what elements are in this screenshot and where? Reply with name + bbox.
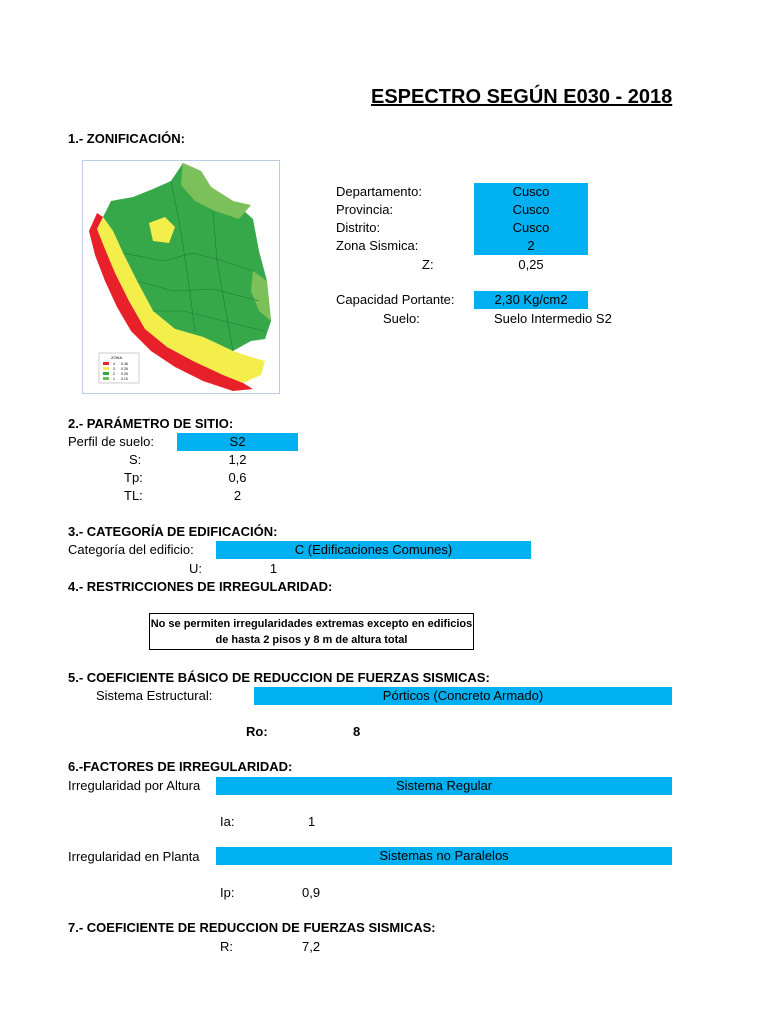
section-5-heading: 5.- COEFICIENTE BÁSICO DE REDUCCION DE FUERZAS SISMICAS: bbox=[68, 670, 490, 685]
distrito-field[interactable]: Cusco bbox=[474, 219, 588, 237]
irregularidad-altura-field[interactable]: Sistema Regular bbox=[216, 777, 672, 795]
departamento-field[interactable]: Cusco bbox=[474, 183, 588, 201]
provincia-label: Provincia: bbox=[336, 202, 394, 217]
tl-label: TL: bbox=[124, 488, 143, 503]
tp-value: 0,6 bbox=[228, 470, 247, 485]
map-legend-title: ZONA bbox=[111, 355, 123, 360]
z-value: 0,25 bbox=[518, 257, 544, 272]
tp-label: Tp: bbox=[124, 470, 143, 485]
legend-z-3: 0.35 bbox=[121, 367, 128, 371]
legend-z-4: 0.45 bbox=[121, 362, 128, 366]
irregularidad-altura-label: Irregularidad por Altura bbox=[68, 778, 201, 793]
categoria-field[interactable]: C (Edificaciones Comunes) bbox=[216, 541, 531, 559]
tl-value: 2 bbox=[233, 488, 242, 503]
irregularidad-planta-field[interactable]: Sistemas no Paralelos bbox=[216, 847, 672, 865]
zona-sismica-label: Zona Sismica: bbox=[336, 238, 419, 253]
peru-seismic-zone-map bbox=[82, 160, 280, 394]
section-3-heading: 3.- CATEGORÍA DE EDIFICACIÓN: bbox=[68, 524, 278, 539]
capacidad-portante-label: Capacidad Portante: bbox=[336, 292, 455, 307]
s-label: S: bbox=[129, 452, 142, 467]
z-label: Z: bbox=[422, 257, 434, 272]
legend-zone-2: 2 bbox=[113, 372, 115, 376]
distrito-label: Distrito: bbox=[336, 220, 381, 235]
legend-swatch-zone-4 bbox=[103, 362, 109, 365]
r-label: R: bbox=[220, 939, 233, 954]
irregularity-restriction-note: No se permiten irregularidades extremas excepto en edificios de hasta 2 pisos y 8 m de altura total bbox=[149, 613, 474, 650]
peru-map-image bbox=[83, 161, 279, 393]
legend-z-2: 0.25 bbox=[121, 372, 128, 376]
legend-swatch-zone-3 bbox=[103, 367, 109, 370]
u-label: U: bbox=[189, 561, 202, 576]
legend-zone-4: 4 bbox=[113, 362, 115, 366]
sistema-estructural-label: Sistema Estructural: bbox=[96, 688, 213, 703]
section-1-heading: 1.- ZONIFICACIÓN: bbox=[68, 131, 185, 146]
section-7-heading: 7.- COEFICIENTE DE REDUCCION DE FUERZAS SISMICAS: bbox=[68, 920, 436, 935]
categoria-label: Categoría del edificio: bbox=[68, 542, 194, 557]
departamento-label: Departamento: bbox=[336, 184, 422, 199]
suelo-label: Suelo: bbox=[383, 311, 420, 326]
ip-value: 0,9 bbox=[302, 885, 321, 900]
suelo-value: Suelo Intermedio S2 bbox=[494, 311, 612, 326]
ro-value: 8 bbox=[353, 724, 361, 739]
map-legend bbox=[99, 353, 139, 383]
legend-zone-1: 1 bbox=[113, 377, 115, 381]
perfil-suelo-label: Perfil de suelo: bbox=[68, 434, 154, 449]
provincia-field[interactable]: Cusco bbox=[474, 201, 588, 219]
legend-swatch-zone-1 bbox=[103, 377, 109, 380]
section-4-heading: 4.- RESTRICCIONES DE IRREGULARIDAD: bbox=[68, 579, 333, 594]
s-value: 1,2 bbox=[228, 452, 247, 467]
sistema-estructural-field[interactable]: Pórticos (Concreto Armado) bbox=[254, 687, 672, 705]
r-value: 7,2 bbox=[302, 939, 321, 954]
legend-zone-3: 3 bbox=[113, 367, 115, 371]
section-6-heading: 6.-FACTORES DE IRREGULARIDAD: bbox=[68, 759, 293, 774]
perfil-suelo-field[interactable]: S2 bbox=[177, 433, 298, 451]
u-value: 1 bbox=[269, 561, 278, 576]
ro-label: Ro: bbox=[246, 724, 268, 739]
zona-sismica-field[interactable]: 2 bbox=[474, 237, 588, 255]
ia-value: 1 bbox=[308, 814, 316, 829]
irregularidad-planta-label: Irregularidad en Planta bbox=[68, 849, 200, 864]
capacidad-portante-field[interactable]: 2,30 Kg/cm2 bbox=[474, 291, 588, 309]
ip-label: Ip: bbox=[220, 885, 235, 900]
legend-swatch-zone-2 bbox=[103, 372, 109, 375]
ia-label: Ia: bbox=[220, 814, 235, 829]
page-title: ESPECTRO SEGÚN E030 - 2018 bbox=[371, 86, 673, 108]
section-2-heading: 2.- PARÁMETRO DE SITIO: bbox=[68, 416, 234, 431]
legend-z-1: 0.10 bbox=[121, 377, 128, 381]
